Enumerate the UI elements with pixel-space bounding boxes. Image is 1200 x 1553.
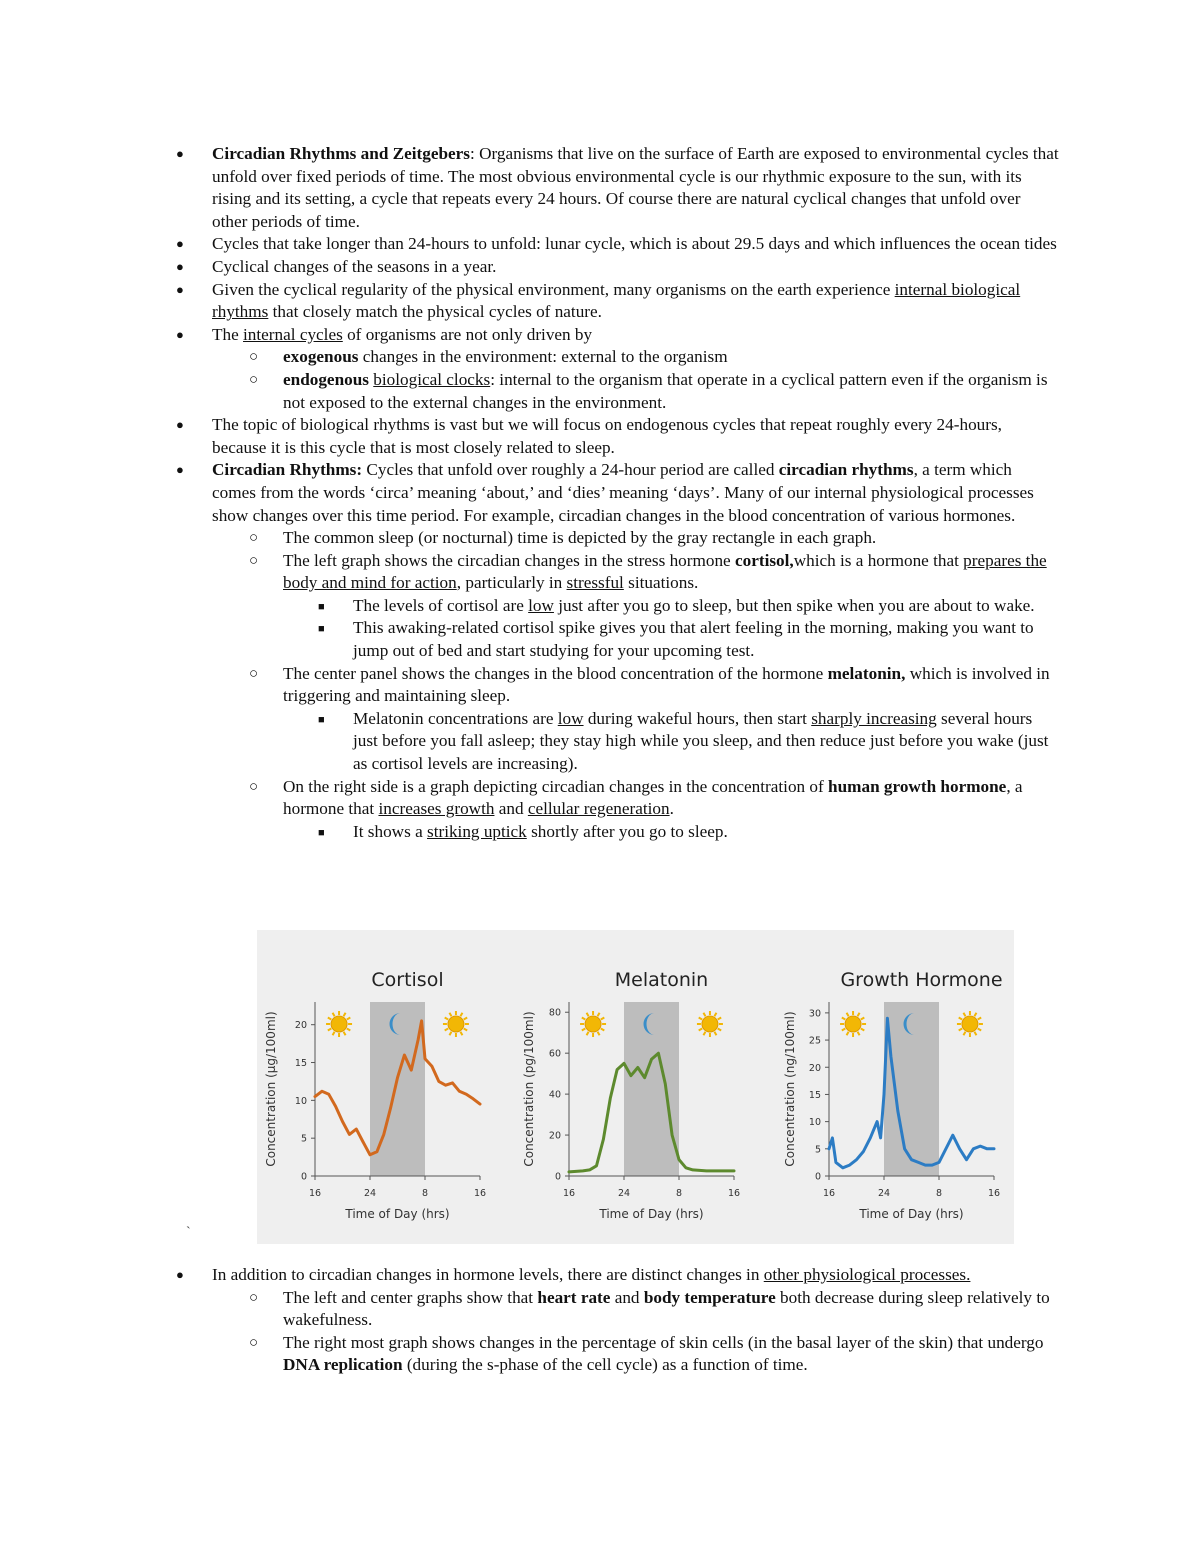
sun-icon (326, 1011, 352, 1037)
y-axis-label: Concentration (pg/100ml) (522, 1011, 536, 1167)
sun-icon (840, 1011, 866, 1037)
circle-bullet-icon: ○ (249, 1334, 259, 1351)
x-tick-label: 16 (822, 1188, 836, 1199)
y-tick-label: 25 (808, 1035, 821, 1047)
list-item: ● The internal cycles of organisms are not only driven by (0, 324, 1200, 347)
sun-icon (580, 1011, 606, 1037)
bullet-icon: ● (176, 281, 184, 297)
x-tick-label: 16 (987, 1188, 1001, 1199)
list-item: ○ The left and center graphs show that heart rate and body temperature both decrease during sleep relatively to wakefulness. (249, 1287, 1050, 1330)
list-item: ■ The levels of cortisol are low just after you go to sleep, but then spike when you are about to wake. (0, 595, 1200, 618)
bullet-icon: ● (176, 326, 184, 342)
x-tick-label: 24 (363, 1188, 377, 1199)
x-axis-label: Time of Day (hrs) (345, 1207, 450, 1221)
circle-bullet-icon: ○ (249, 778, 259, 795)
y-axis-label: Concentration (ng/100ml) (783, 1011, 797, 1167)
square-bullet-icon: ■ (318, 713, 325, 726)
y-tick-label: 40 (548, 1089, 561, 1101)
y-tick-label: 20 (294, 1020, 307, 1032)
x-tick-label: 16 (562, 1188, 576, 1199)
x-tick-label: 24 (617, 1188, 631, 1199)
y-tick-label: 10 (808, 1117, 821, 1129)
x-tick-label: 16 (473, 1188, 487, 1199)
list-item: ■ It shows a striking uptick shortly after you go to sleep. (0, 821, 1200, 844)
list-item: ○ exogenous changes in the environment: external to the organism (0, 346, 1200, 369)
list-item: ○ The center panel shows the changes in the blood concentration of the hormone melatonin, which is involved in triggering and maintaining sleep. (249, 663, 1050, 706)
y-tick-label: 0 (300, 1171, 307, 1183)
y-tick-label: 20 (808, 1062, 821, 1074)
bullet-icon: ● (176, 1267, 184, 1282)
x-tick-label: 16 (308, 1188, 322, 1199)
list-item: ○ On the right side is a graph depicting circadian changes in the concentration of human growth hormone, a hormone that increases growth and cellular regeneration. (249, 776, 1023, 819)
x-axis-label: Time of Day (hrs) (599, 1207, 704, 1221)
y-tick-label: 5 (814, 1144, 821, 1156)
circle-bullet-icon: ○ (249, 371, 259, 388)
list-item: ○ The right most graph shows changes in the percentage of skin cells (in the basal layer of the skin) that undergo DNA replication (during the s-phase of the cell cycle) as a function of time. (249, 1332, 1044, 1375)
square-bullet-icon: ■ (318, 600, 325, 613)
circle-bullet-icon: ○ (249, 665, 259, 682)
y-tick-label: 10 (294, 1095, 307, 1107)
bullet-icon: ● (176, 258, 184, 274)
y-tick-label: 80 (548, 1007, 561, 1019)
y-tick-label: 5 (300, 1133, 307, 1145)
bullet-icon: ● (176, 417, 184, 433)
list-item: ○ The common sleep (or nocturnal) time is depicted by the gray rectangle in each graph. (0, 527, 1200, 550)
sleep-period-band (624, 1002, 679, 1176)
circle-bullet-icon: ○ (249, 552, 259, 569)
list-item: ● Circadian Rhythms: Cycles that unfold over roughly a 24-hour period are called circadian rhythms, a term which comes from the words ‘circa’ meaning ‘about,’ and ‘dies’ meaning ‘days’. Many of our internal physiological processes show changes over this time period. For example, circadian changes in the blood concentration of various hormones. (176, 460, 1034, 525)
y-tick-label: 60 (548, 1048, 561, 1060)
x-axis-label: Time of Day (hrs) (859, 1207, 964, 1221)
hormone-charts (257, 930, 1014, 1244)
bullet-icon: ● (176, 236, 184, 252)
sun-icon (443, 1011, 469, 1037)
sun-icon (957, 1011, 983, 1037)
list-item: ● Cyclical changes of the seasons in a year. (0, 256, 1200, 279)
x-tick-label: 24 (877, 1188, 891, 1199)
list-item: ○ The left graph shows the circadian changes in the stress hormone cortisol,which is a hormone that prepares the body and mind for action, particularly in stressful situations. (249, 550, 1047, 593)
hormone-charts-figure (257, 930, 1014, 1244)
stray-mark: ` (186, 1225, 191, 1240)
chart-title: Growth Hormone (840, 969, 1003, 991)
list-item: ■ This awaking-related cortisol spike gives you that alert feeling in the morning, making you want to jump out of bed and start studying for your upcoming test. (318, 618, 1034, 661)
y-tick-label: 0 (554, 1171, 561, 1183)
y-tick-label: 30 (808, 1008, 821, 1020)
bullet-icon: ● (176, 462, 184, 478)
y-tick-label: 20 (548, 1130, 561, 1142)
x-tick-label: 16 (727, 1188, 741, 1199)
list-item: ● Given the cyclical regularity of the physical environment, many organisms on the earth experience internal biological rhythms that closely match the physical cycles of nature. (176, 279, 1021, 322)
chart-title: Cortisol (371, 969, 444, 991)
square-bullet-icon: ■ (318, 623, 325, 636)
list-item: ■ Melatonin concentrations are low during wakeful hours, then start sharply increasing several hours just before you fall asleep; they stay high while you sleep, and then reduce just before you wake (just as cortisol levels are increasing). (318, 708, 1049, 774)
intro-list (0, 143, 1200, 843)
list-item: ● Cycles that take longer than 24-hours to unfold: lunar cycle, which is about 29.5 days and which influences the ocean tides (0, 233, 1200, 256)
circle-bullet-icon: ○ (249, 530, 259, 547)
chart-title: Melatonin (614, 969, 709, 991)
circle-bullet-icon: ○ (249, 349, 259, 366)
y-tick-label: 0 (814, 1171, 821, 1183)
y-tick-label: 15 (294, 1058, 307, 1070)
x-tick-label: 8 (421, 1188, 429, 1199)
list-item: ● Circadian Rhythms and Zeitgebers: Organisms that live on the surface of Earth are exposed to environmental cycles that unfold over fixed periods of time. The most obvious environmental cycle is our rhythmic exposure to the sun, with its rising and its setting, a cycle that repeats every 24 hours. Of course there are natural cyclical changes that unfold over other periods of time. (176, 144, 1059, 231)
x-tick-label: 8 (935, 1188, 943, 1199)
circle-bullet-icon: ○ (249, 1289, 259, 1306)
list-item: ○ endogenous biological clocks: internal to the organism that operate in a cyclical pattern even if the organism is not exposed to the external changes in the environment. (249, 369, 1048, 412)
y-axis-label: Concentration (µg/100ml) (264, 1011, 278, 1167)
y-tick-label: 15 (808, 1089, 821, 1101)
square-bullet-icon: ■ (318, 826, 325, 839)
list-item: ● The topic of biological rhythms is vast but we will focus on endogenous cycles that repeat roughly every 24-hours, because it is this cycle that is most closely related to sleep. (176, 415, 1002, 457)
list-item: ● In addition to circadian changes in hormone levels, there are distinct changes in other physiological processes. (0, 1264, 1200, 1287)
outro-list (0, 1264, 1200, 1377)
sleep-period-band (884, 1002, 939, 1176)
sun-icon (697, 1011, 723, 1037)
bullet-icon: ● (176, 146, 184, 161)
x-tick-label: 8 (675, 1188, 683, 1199)
